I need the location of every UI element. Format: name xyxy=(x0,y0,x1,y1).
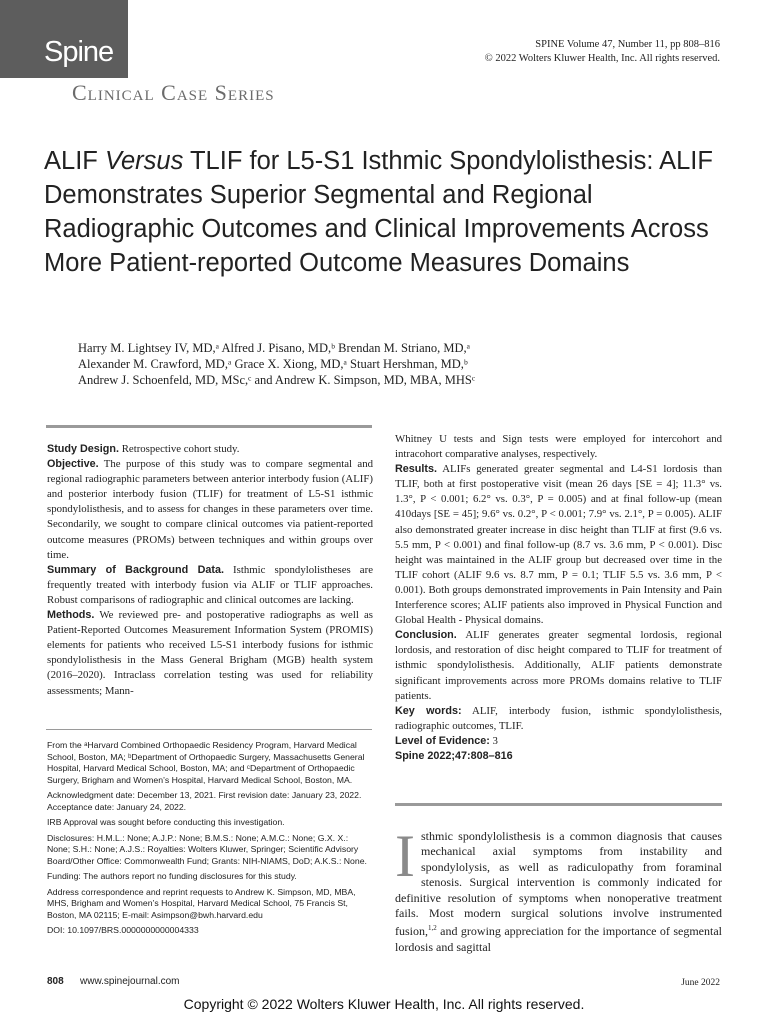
journal-logo: Spine xyxy=(44,36,114,68)
issue-date: June 2022 xyxy=(681,978,720,988)
results-label: Results. xyxy=(395,463,438,476)
introduction-text xyxy=(395,823,722,955)
journal-url[interactable]: www.spinejournal.com xyxy=(80,976,180,987)
objective-para xyxy=(47,457,373,563)
affiliations-note: From the ᵃHarvard Combined Orthopaedic Residency Program, Harvard Medical School, Boston, MA; ᵇDepartment of Orthopaedic Surgery, Massachusetts General Hospital, Harvard Medical School, Boston, MA; and ᶜDepartment of Orthopaedic Surgery, Brigham and Women’s Hospital, Harvard Medical School, Boston, MA. xyxy=(47,740,365,785)
abstract-left-column xyxy=(47,442,373,699)
citation: Spine 2022;47:808–816 xyxy=(395,749,513,762)
study-design-label: Study Design. xyxy=(47,443,119,455)
results-para xyxy=(395,462,722,628)
irb-note: IRB Approval was sought before conducting this investigation. xyxy=(47,817,285,827)
disclosures-note: Disclosures: H.M.L.: None; A.J.P.: None; B.M.S.: None; A.M.C.: None; G.X. X.: None; S.H.: None; A.J.S.: Royalties: Wolters Kluwer, Springer; Scientific Advisory Board/Other Office: Commonwealth Fund; Grants: NIH-NIAMS, DoD; A.K.S.: None. xyxy=(47,832,367,866)
doi-note: DOI: 10.1097/BRS.0000000000004333 xyxy=(47,925,199,935)
title-part1: ALIF xyxy=(44,147,105,175)
objective-label: Objective. xyxy=(47,458,99,471)
article-title xyxy=(44,144,734,280)
study-design-para xyxy=(47,442,373,457)
drop-cap: I xyxy=(395,823,415,889)
abstract-top-rule xyxy=(46,425,372,428)
series-label: Clinical Case Series xyxy=(72,80,275,105)
conclusion-label: Conclusion. xyxy=(395,629,457,642)
copyright-footer: Copyright © 2022 Wolters Kluwer Health, Inc. All rights reserved. xyxy=(183,996,585,1012)
author-line-1: Harry M. Lightsey IV, MD,ᵃ Alfred J. Pisano, MD,ᵇ Brendan M. Striano, MD,ᵃ xyxy=(78,341,471,355)
study-design-text: Retrospective cohort study. xyxy=(119,443,240,455)
title-italic: Versus xyxy=(104,147,184,175)
background-label: Summary of Background Data. xyxy=(47,563,224,576)
intro-top-rule xyxy=(395,803,722,806)
methods-label: Methods. xyxy=(47,609,95,622)
intro-body: sthmic spondylolisthesis is a common diagnosis that causes mechanical axial symptoms from instability and spondylolysis, as well as radiculopathy from foraminal stenosis. Surgical intervention is commonly indicated for definitive resolution of symptoms when nonoperative treatment fails. Most modern surgical solutions involve instrumented fusion, xyxy=(395,829,722,939)
intro-body-2: and growing appreciation for the importance of segmental lordosis and sagittal xyxy=(395,924,722,954)
background-para xyxy=(47,563,373,608)
conclusion-text: ALIF generates greater segmental lordosis, regional lordosis, and restoration of disc height compared to TLIF for treatment of isthmic spondylolisthesis. Additionally, ALIF patients demonstrate significant improvements across more PROMs domains relative to TLIF patients. xyxy=(395,629,722,702)
journal-info xyxy=(485,38,720,66)
journal-copyright-line: © 2022 Wolters Kluwer Health, Inc. All rights reserved. xyxy=(484,53,720,64)
level-label: Level of Evidence: xyxy=(395,734,490,747)
journal-volume-line: SPINE Volume 47, Number 11, pp 808–816 xyxy=(535,39,720,50)
abstract-right-column xyxy=(395,432,722,764)
footnote-rule xyxy=(46,729,372,730)
keywords-label: Key words: xyxy=(395,704,462,717)
methods-para xyxy=(47,608,373,699)
footnotes xyxy=(47,740,373,941)
level-para xyxy=(395,734,722,749)
intro-reference[interactable]: 1,2 xyxy=(428,924,437,933)
methods-text: We reviewed pre- and postoperative radiographs as well as Patient-Reported Outcomes Measurement Information System (PROMIS) elements for patients who received L5-S1 interbody fusions for isthmic spondylolisthesis in the Mass General Brigham (MGB) health system (2016–2020). Intraclass correlation testing was used for reliability assessments; Mann- xyxy=(47,609,373,697)
background-text: Isthmic spondylolistheses are frequently treated with interbody fusion via ALIF or TLIF approaches. Robust comparisons of radiographic and clinical outcomes are lacking. xyxy=(47,563,373,606)
acknowledgment-note: Acknowledgment date: December 13, 2021. First revision date: January 23, 2022. Acceptance date: January 24, 2022. xyxy=(47,790,362,812)
methods-continued: Whitney U tests and Sign tests were employed for intercohort and intracohort comparative analyses, respectively. xyxy=(395,433,722,461)
keywords-para xyxy=(395,704,722,734)
objective-text: The purpose of this study was to compare segmental and regional radiographic parameters between anterior interbody fusion (ALIF) and posterior interbody fusion (TLIF) for treatment of L5-S1 isthmic spondylolisthesis, and to assess for changes in these parameters over time. Secondarily, we sought to compare clinical outcomes via patient-reported outcome measures (PROMs) between techniques and within groups over time. xyxy=(47,458,373,561)
keywords-text: ALIF, interbody fusion, isthmic spondylolisthesis, radiographic outcomes, TLIF. xyxy=(395,704,722,732)
results-text: ALIFs generated greater segmental and L4-S1 lordosis than TLIF, both at first postoperative visit (mean 26 days [SE = 4]; 11.3° vs. 1.3°, P < 0.001; 6.2° vs. 0.3°, P = 0.005) and at final follow-up (mean 410days [SE = 45]; 9.6° vs. 0.2°, P < 0.001; 7.9° vs. 2.1°, P = 0.005). ALIF also demonstrated greater increase in disc height than TLIF at first (9.6 vs. 5.5 mm, P < 0.001) and final follow-up (8.7 vs. 3.6 mm, P < 0.001). Disc height was maintained in the ALIF group but decreased over time in the TLIF cohort (ALIF 9.6 vs. 8.7 mm, P = 0.1; TLIF 5.5 vs. 3.6 mm, P < 0.001). Both groups demonstrated improvements in Pain Intensity and Pain Interference scores; ALIF patients also improved in Physical Function and Global Health - Physical domains. xyxy=(395,463,722,627)
page-number: 808 xyxy=(47,976,64,987)
funding-note: Funding: The authors report no funding disclosures for this study. xyxy=(47,871,297,881)
level-text: 3 xyxy=(489,734,498,747)
author-line-3: Andrew J. Schoenfeld, MD, MSc,ᶜ and Andrew K. Simpson, MD, MBA, MHSᶜ xyxy=(78,373,476,387)
author-list xyxy=(78,340,718,388)
correspondence-note: Address correspondence and reprint requests to Andrew K. Simpson, MD, MBA, MHS, Brigham and Women’s Hospital, Harvard Medical School, 75 Francis St, Boston, MA 02115; E-mail: Asimpson@bwh.harvard.edu xyxy=(47,886,356,920)
author-line-2: Alexander M. Crawford, MD,ᵃ Grace X. Xiong, MD,ᵃ Stuart Hershman, MD,ᵇ xyxy=(78,357,468,371)
conclusion-para xyxy=(395,628,722,703)
title-part3: TLIF for L5-S1 Isthmic Spondylolisthesis: ALIF Demonstrates Superior Segmental and Regional Radiographic Outcomes and Clinical Improvements Across More Patient-reported Outcome Measures Domains xyxy=(44,147,713,277)
